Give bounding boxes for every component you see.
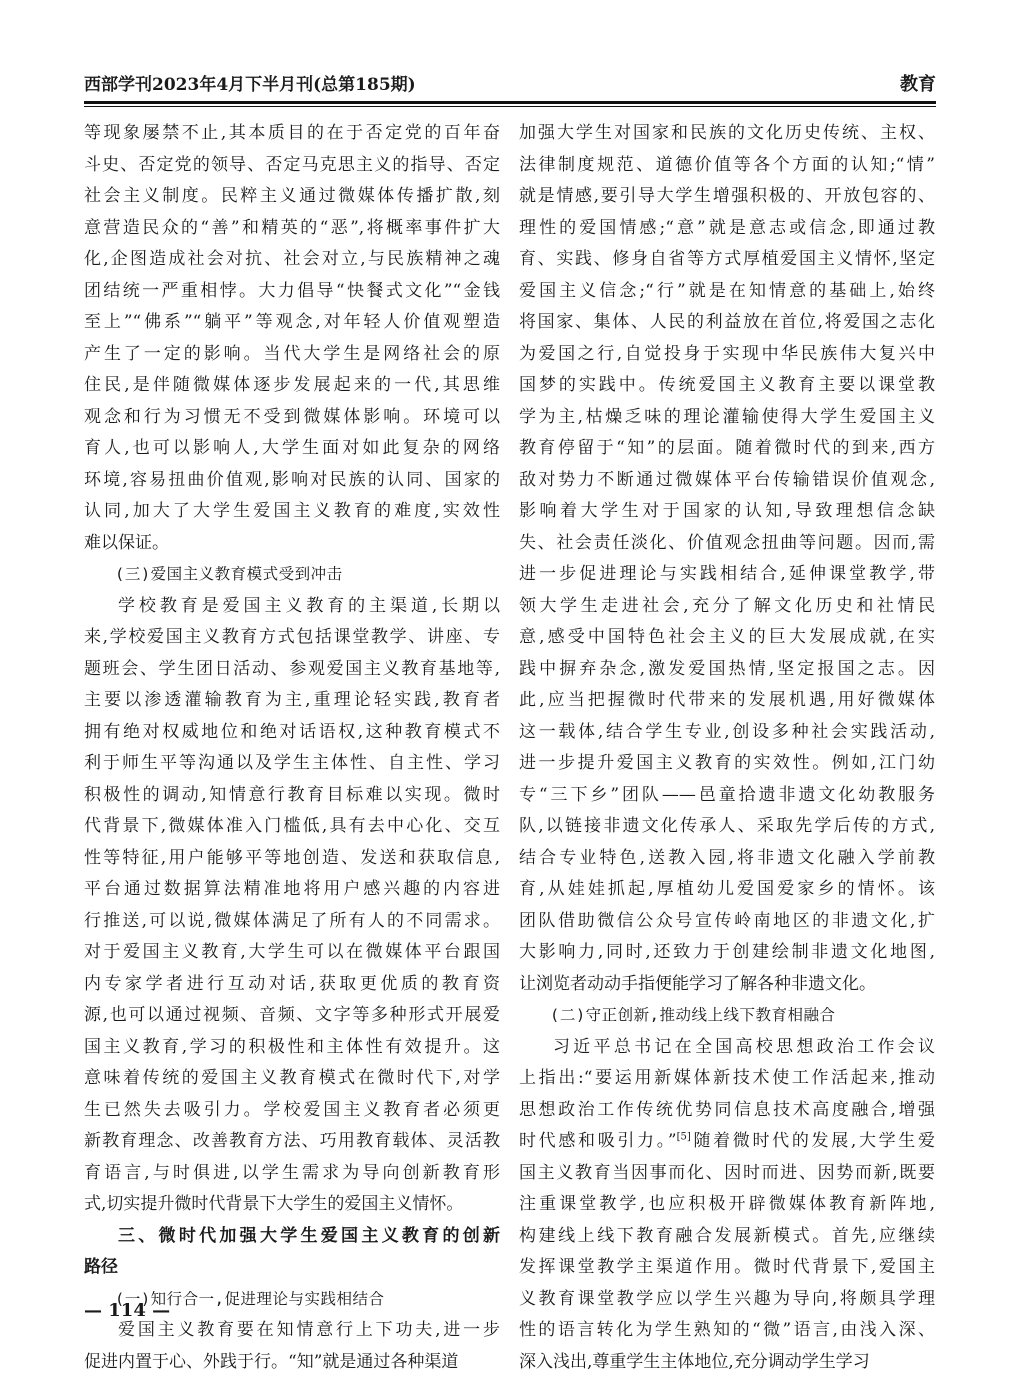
text-line: 意营造民众的“善”和精英的“恶”,将概率事件扩大: [84, 217, 500, 238]
text-line: 难以保证。: [84, 532, 169, 553]
text-line: 主要以渗透灌输教育为主,重理论轻实践,教育者: [84, 690, 500, 710]
text-line: 利于师生平等沟通以及学生主体性、自主性、学习: [84, 753, 500, 773]
text-line: 思想政治工作传统优势同信息技术高度融合,增强: [519, 1099, 935, 1120]
text-line: 学校教育是爱国主义教育的主渠道,长期以: [118, 595, 500, 616]
page-number: — 114 —: [84, 1300, 171, 1321]
header-rule-thin: [84, 106, 936, 107]
text-line: 生已然失去吸引力。学校爱国主义教育者必须更: [84, 1099, 500, 1120]
text-line: 上指出:“要运用新媒体新技术使工作活起来,推动: [519, 1068, 935, 1088]
text-line: 意味着传统的爱国主义教育模式在微时代下,对学: [84, 1068, 500, 1088]
text-line: 习近平总书记在全国高校思想政治工作会议: [553, 1036, 935, 1057]
text-line: 认同,加大了大学生爱国主义教育的难度,实效性: [84, 501, 500, 521]
text-line: 促进内置于心、外践于行。“知”就是通过各种渠道: [84, 1351, 459, 1372]
subsection-heading: [519, 1000, 935, 1032]
text-line: 来,学校爱国主义教育方式包括课堂教学、讲座、专: [84, 627, 500, 647]
text-line: 观念和行为习惯无不受到微媒体影响。环境可以: [84, 406, 500, 427]
text-line: 教育停留于“知”的层面。随着微时代的到来,西方: [519, 438, 935, 458]
text-line: 育、实践、修身自省等方式厚植爱国主义情怀,坚定: [519, 249, 935, 269]
journal-title: 西部学刊2023年4月下半月刊(总第185期): [84, 75, 416, 95]
text-line: 斗史、否定党的领导、否定马克思主义的指导、否定: [84, 154, 500, 175]
text-line: 义教育课堂教学应以学生兴趣为导向,将颇具学理: [519, 1288, 935, 1309]
text-line: 爱国主义教育要在知情意行上下功夫,进一步: [118, 1320, 500, 1340]
text-line: 结合专业特色,送教入园,将非遗文化融入学前教: [519, 847, 935, 868]
text-line: 进一步提升爱国主义教育的实效性。例如,江门幼: [519, 753, 935, 773]
running-header: [84, 72, 936, 98]
text-line: 理性的爱国情感;“意”就是意志或信念,即通过教: [519, 217, 935, 238]
text-line: 爱国主义信念;“行”就是在知情意的基础上,始终: [519, 280, 935, 301]
subsection-heading: [84, 559, 500, 591]
text-line: 国梦的实践中。传统爱国主义教育主要以课堂教: [519, 375, 935, 395]
text-line: 性的语言转化为学生熟知的“微”语言,由浅入深、: [519, 1320, 935, 1340]
text-line: 拥有绝对权威地位和绝对话语权,这种教育模式不: [84, 721, 500, 742]
text-line: 这一载体,结合学生专业,创设多种社会实践活动,: [519, 721, 935, 742]
text-line: 平台通过数据算法精准地将用户感兴趣的内容进: [84, 879, 500, 899]
text-line: 敌对势力不断通过微媒体平台传输错误价值观念,: [519, 469, 935, 490]
text-line: 大影响力,同时,还致力于创建绘制非遗文化地图,: [519, 942, 935, 962]
text-line: (三)爱国主义教育模式受到冲击: [115, 565, 343, 583]
text-line: 团结统一严重相悖。大力倡导“快餐式文化”“金钱: [84, 280, 500, 301]
text-line: 构建线上线下教育融合发展新模式。首先,应继续: [519, 1225, 935, 1246]
text-line: 为爱国之行,自觉投身于实现中华民族伟大复兴中: [519, 343, 935, 364]
body-paragraph: [84, 118, 500, 559]
header-rule-thick: [84, 101, 936, 104]
body-paragraph: [519, 1032, 935, 1379]
text-line: 源,也可以通过视频、音频、文字等多种形式开展爱: [84, 1005, 500, 1025]
text-line: 学为主,枯燥乏味的理论灌输使得大学生爱国主义: [519, 406, 935, 427]
text-line: 领大学生走进社会,充分了解文化历史和社情民: [519, 595, 935, 616]
text-line: 代背景下,微媒体准入门槛低,具有去中心化、交互: [84, 816, 500, 836]
text-line: 践中摒弃杂念,激发爱国热情,坚定报国之志。因: [519, 658, 935, 679]
text-line: 进一步促进理论与实践相结合,延伸课堂教学,带: [519, 564, 935, 584]
text-line: 产生了一定的影响。当代大学生是网络社会的原: [84, 343, 500, 364]
right-column: [519, 118, 935, 1378]
text-line: 等现象屡禁不止,其本质目的在于否定党的百年奋: [84, 123, 500, 143]
text-line: 注重课堂教学,也应积极开辟微媒体教育新阵地,: [519, 1194, 935, 1214]
section-heading: [84, 1221, 500, 1284]
text-line: 深入浅出,尊重学生主体地位,充分调动学生学习: [519, 1351, 870, 1372]
text-line: 加强大学生对国家和民族的文化历史传统、主权、: [519, 123, 935, 143]
text-line: 行推送,可以说,微媒体满足了所有人的不同需求。: [84, 910, 500, 931]
text-line: 意,感受中国特色社会主义的巨大发展成就,在实: [519, 627, 935, 647]
text-line: 队,以链接非遗文化传承人、采取先学后传的方式,: [519, 816, 935, 836]
text-line: 法律制度规范、道德价值等各个方面的认知;“情”: [519, 154, 935, 175]
text-line: 环境,容易扭曲价值观,影响对民族的认同、国家的: [84, 469, 500, 490]
text-line: 国主义教育当因事而化、因时而进、因势而新,既要: [519, 1162, 935, 1183]
text-line: 此,应当把握微时代带来的发展机遇,用好微媒体: [519, 690, 935, 710]
body-paragraph: [84, 1315, 500, 1378]
text-line: 对于爱国主义教育,大学生可以在微媒体平台跟国: [84, 942, 500, 962]
body-paragraph: [84, 591, 500, 1221]
text-line: 时代感和吸引力。”[5]随着微时代的发展,大学生爱: [519, 1131, 935, 1151]
text-line: 团队借助微信公众号宣传岭南地区的非遗文化,扩: [519, 910, 935, 931]
text-line: 将国家、集体、人民的利益放在首位,将爱国之志化: [519, 312, 935, 332]
text-line: 式,切实提升微时代背景下大学生的爱国主义情怀。: [84, 1194, 464, 1214]
text-line: 路径: [84, 1257, 118, 1277]
left-column: [84, 118, 500, 1378]
text-line: 育人,也可以影响人,大学生面对如此复杂的网络: [84, 438, 500, 458]
text-line: 三、微时代加强大学生爱国主义教育的创新: [118, 1225, 500, 1246]
text-line: 新教育理念、改善教育方法、巧用教育载体、灵活教: [84, 1131, 500, 1151]
body-paragraph: [519, 118, 935, 1000]
text-line: 题班会、学生团日活动、参观爱国主义教育基地等,: [84, 658, 500, 679]
text-line: 至上”“佛系”“躺平”等观念,对年轻人价值观塑造: [84, 312, 500, 332]
text-line: 影响着大学生对于国家的认知,导致理想信念缺: [519, 501, 935, 521]
text-line: 失、社会责任淡化、价值观念扭曲等问题。因而,需: [519, 532, 935, 553]
text-line: (二)守正创新,推动线上线下教育相融合: [550, 1006, 836, 1024]
section-label: 教育: [900, 74, 936, 95]
text-line: 专“三下乡”团队——邑童拾遗非遗文化幼教服务: [519, 784, 935, 805]
text-line: 内专家学者进行互动对话,获取更优质的教育资: [84, 973, 500, 994]
text-line: 社会主义制度。民粹主义通过微媒体传播扩散,刻: [84, 186, 500, 206]
text-line: 性等特征,用户能够平等地创造、发送和获取信息,: [84, 847, 500, 868]
text-line: 发挥课堂教学主渠道作用。微时代背景下,爱国主: [519, 1257, 935, 1277]
text-line: 住民,是伴随微媒体逐步发展起来的一代,其思维: [84, 375, 500, 395]
text-line: 国主义教育,学习的积极性和主体性有效提升。这: [84, 1036, 500, 1057]
text-line: 就是情感,要引导大学生增强积极的、开放包容的、: [519, 186, 935, 206]
text-line: 育,从娃娃抓起,厚植幼儿爱国爱家乡的情怀。该: [519, 879, 935, 899]
text-line: 育语言,与时俱进,以学生需求为导向创新教育形: [84, 1162, 500, 1183]
text-line: 让浏览者动动手指便能学习了解各种非遗文化。: [519, 973, 876, 994]
text-line: (一)知行合一,促进理论与实践相结合: [115, 1289, 385, 1308]
text-line: 化,企图造成社会对抗、社会对立,与民族精神之魂: [84, 249, 500, 269]
text-line: 积极性的调动,知情意行教育目标难以实现。微时: [84, 784, 500, 805]
